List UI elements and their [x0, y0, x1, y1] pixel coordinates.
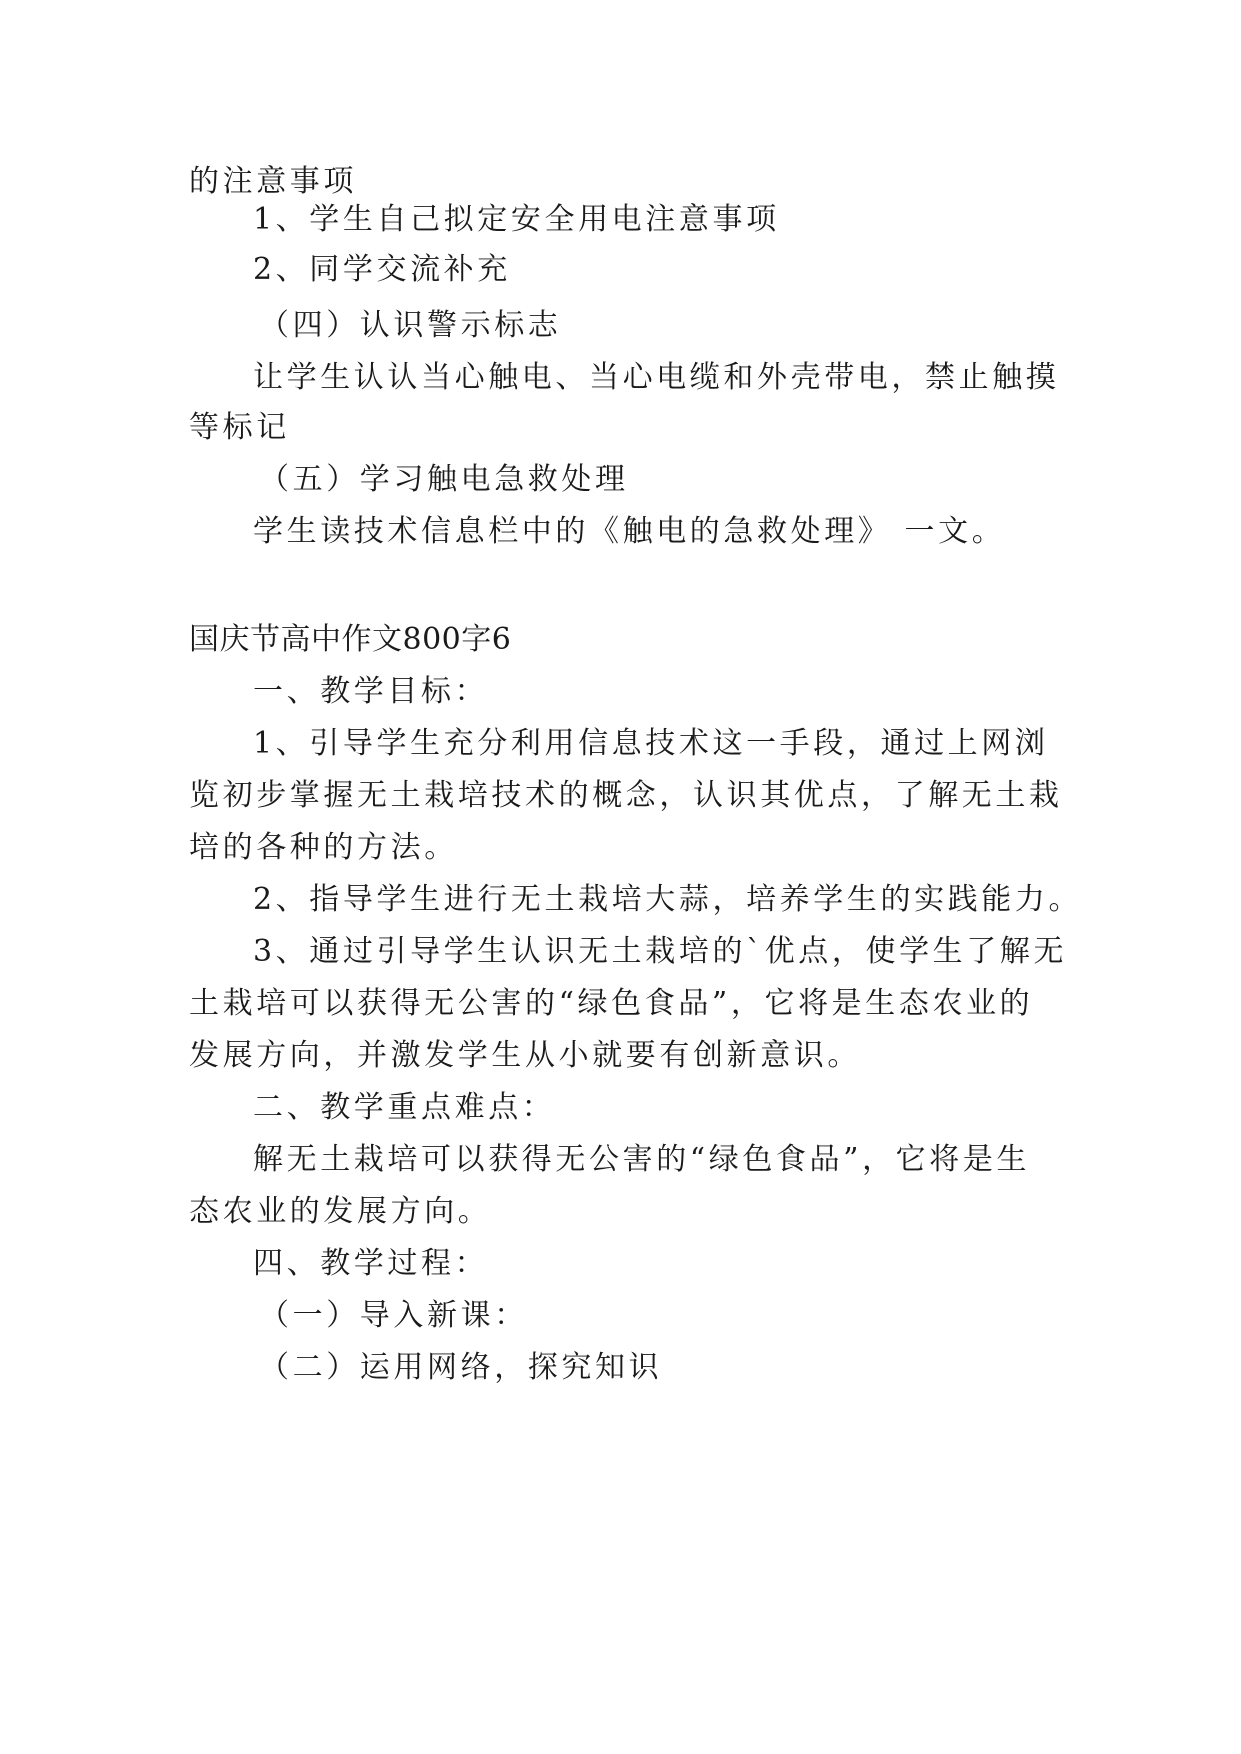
- section-heading: 四、教学过程：: [253, 1246, 489, 1281]
- section-heading: （五）学习触电急救处理: [259, 462, 629, 497]
- text-line: 的注意事项: [189, 164, 357, 199]
- section-heading: （四）认识警示标志: [259, 308, 562, 343]
- section-heading: （二）运用网络，探究知识: [259, 1350, 663, 1385]
- section-heading: 二、教学重点难点：: [253, 1090, 556, 1125]
- text-line: 3、通过引导学生认识无土栽培的`优点，使学生了解无: [253, 934, 1068, 969]
- section-heading: （一）导入新课：: [259, 1298, 528, 1333]
- document-title: 国庆节高中作文800字6: [189, 622, 512, 657]
- text-line: 学生读技术信息栏中的《触电的急救处理》 一文。: [253, 514, 1006, 549]
- text-line: 等标记: [189, 410, 290, 445]
- section-heading: 一、教学目标：: [253, 674, 489, 709]
- text-line: 土栽培可以获得无公害的“绿色食品”，它将是生态农业的: [189, 986, 1034, 1021]
- text-line: 1、学生自己拟定安全用电注意事项: [253, 202, 780, 237]
- text-line: 解无土栽培可以获得无公害的“绿色食品”，它将是生: [253, 1142, 1031, 1177]
- text-line: 让学生认认当心触电、当心电缆和外壳带电，禁止触摸: [253, 360, 1060, 395]
- text-line: 1、引导学生充分利用信息技术这一手段，通过上网浏: [253, 726, 1049, 761]
- text-line: 2、指导学生进行无土栽培大蒜，培养学生的实践能力。: [253, 882, 1083, 917]
- text-line: 培的各种的方法。: [189, 830, 458, 865]
- text-line: 态农业的发展方向。: [189, 1194, 492, 1229]
- text-line: 览初步掌握无土栽培技术的概念，认识其优点，了解无土栽: [189, 778, 1063, 813]
- text-line: 发展方向，并激发学生从小就要有创新意识。: [189, 1038, 861, 1073]
- text-line: 2、同学交流补充: [253, 252, 511, 287]
